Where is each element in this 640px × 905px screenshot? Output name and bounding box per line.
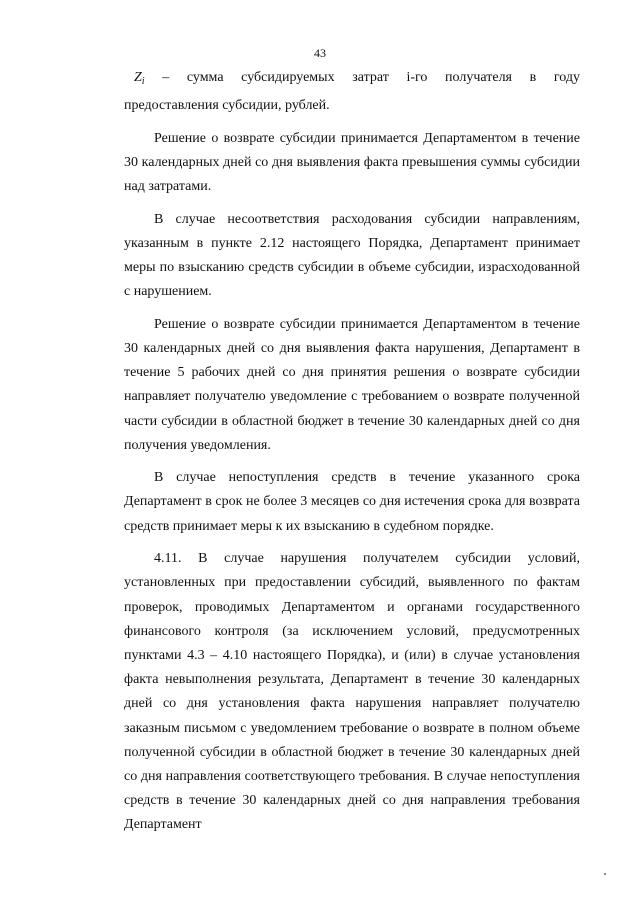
paragraph: В случае несоответствия расходования субсидии направлениям, указанным в пункте 2.12 настоящего Порядка, Департамент принимает меры по взысканию средств субсидии в объеме субсидии, израсходованной с нарушением. (124, 211, 580, 300)
formula-subscript: i (141, 76, 145, 87)
paragraph: Решение о возврате субсидии принимается Департаментом в течение 30 календарных дней со дня выявления факта нарушения, Департамент в течение 5 рабочих дней со дня принятия решения о возврате субсидии направляет получателю уведомление с требованием о возврате полученной части субсидии в областной бюджет в течение 30 календарных дней со дня получения уведомления. (124, 316, 580, 453)
formula-definition-continuation: предоставления субсидии, рублей. (124, 98, 330, 114)
page-number: 43 (314, 46, 326, 60)
formula-definition-line (124, 66, 580, 94)
scan-speck (604, 873, 606, 875)
paragraph: В случае непоступления средств в течение указанного срока Департамент в срок не более 3 месяцев со дня истечения срока для возврата средств принимает меры к их взысканию в судебном порядке. (124, 470, 580, 534)
formula-symbol: Z (134, 70, 142, 85)
paragraph: 4.11. В случае нарушения получателем субсидии условий, установленных при предоставлении субсидий, выявленного по фактам проверок, проводимых Департаментом и органами государственного финансового контроля (за исключением условий, предусмотренных пунктами 4.3 – 4.10 настоящего Порядка), и (или) в случае установления факта невыполнения результата, Департамент в течение 30 календарных дней со дня установления факта нарушения направляет получателю заказным письмом с уведомлением требование о возврате в полном объеме полученной субсидии в областной бюджет в течение 30 календарных дней со дня направления соответствующего требования. В случае непоступления средств в течение 30 календарных дней со дня направления требования Департамент (124, 551, 580, 833)
paragraph: Решение о возврате субсидии принимается Департаментом в течение 30 календарных дней со дня выявления факта превышения суммы субсидии над затратами. (124, 130, 580, 195)
body-text (124, 66, 580, 846)
formula-definition-text: – сумма субсидируемых затрат i-го получателя в году (144, 70, 580, 85)
